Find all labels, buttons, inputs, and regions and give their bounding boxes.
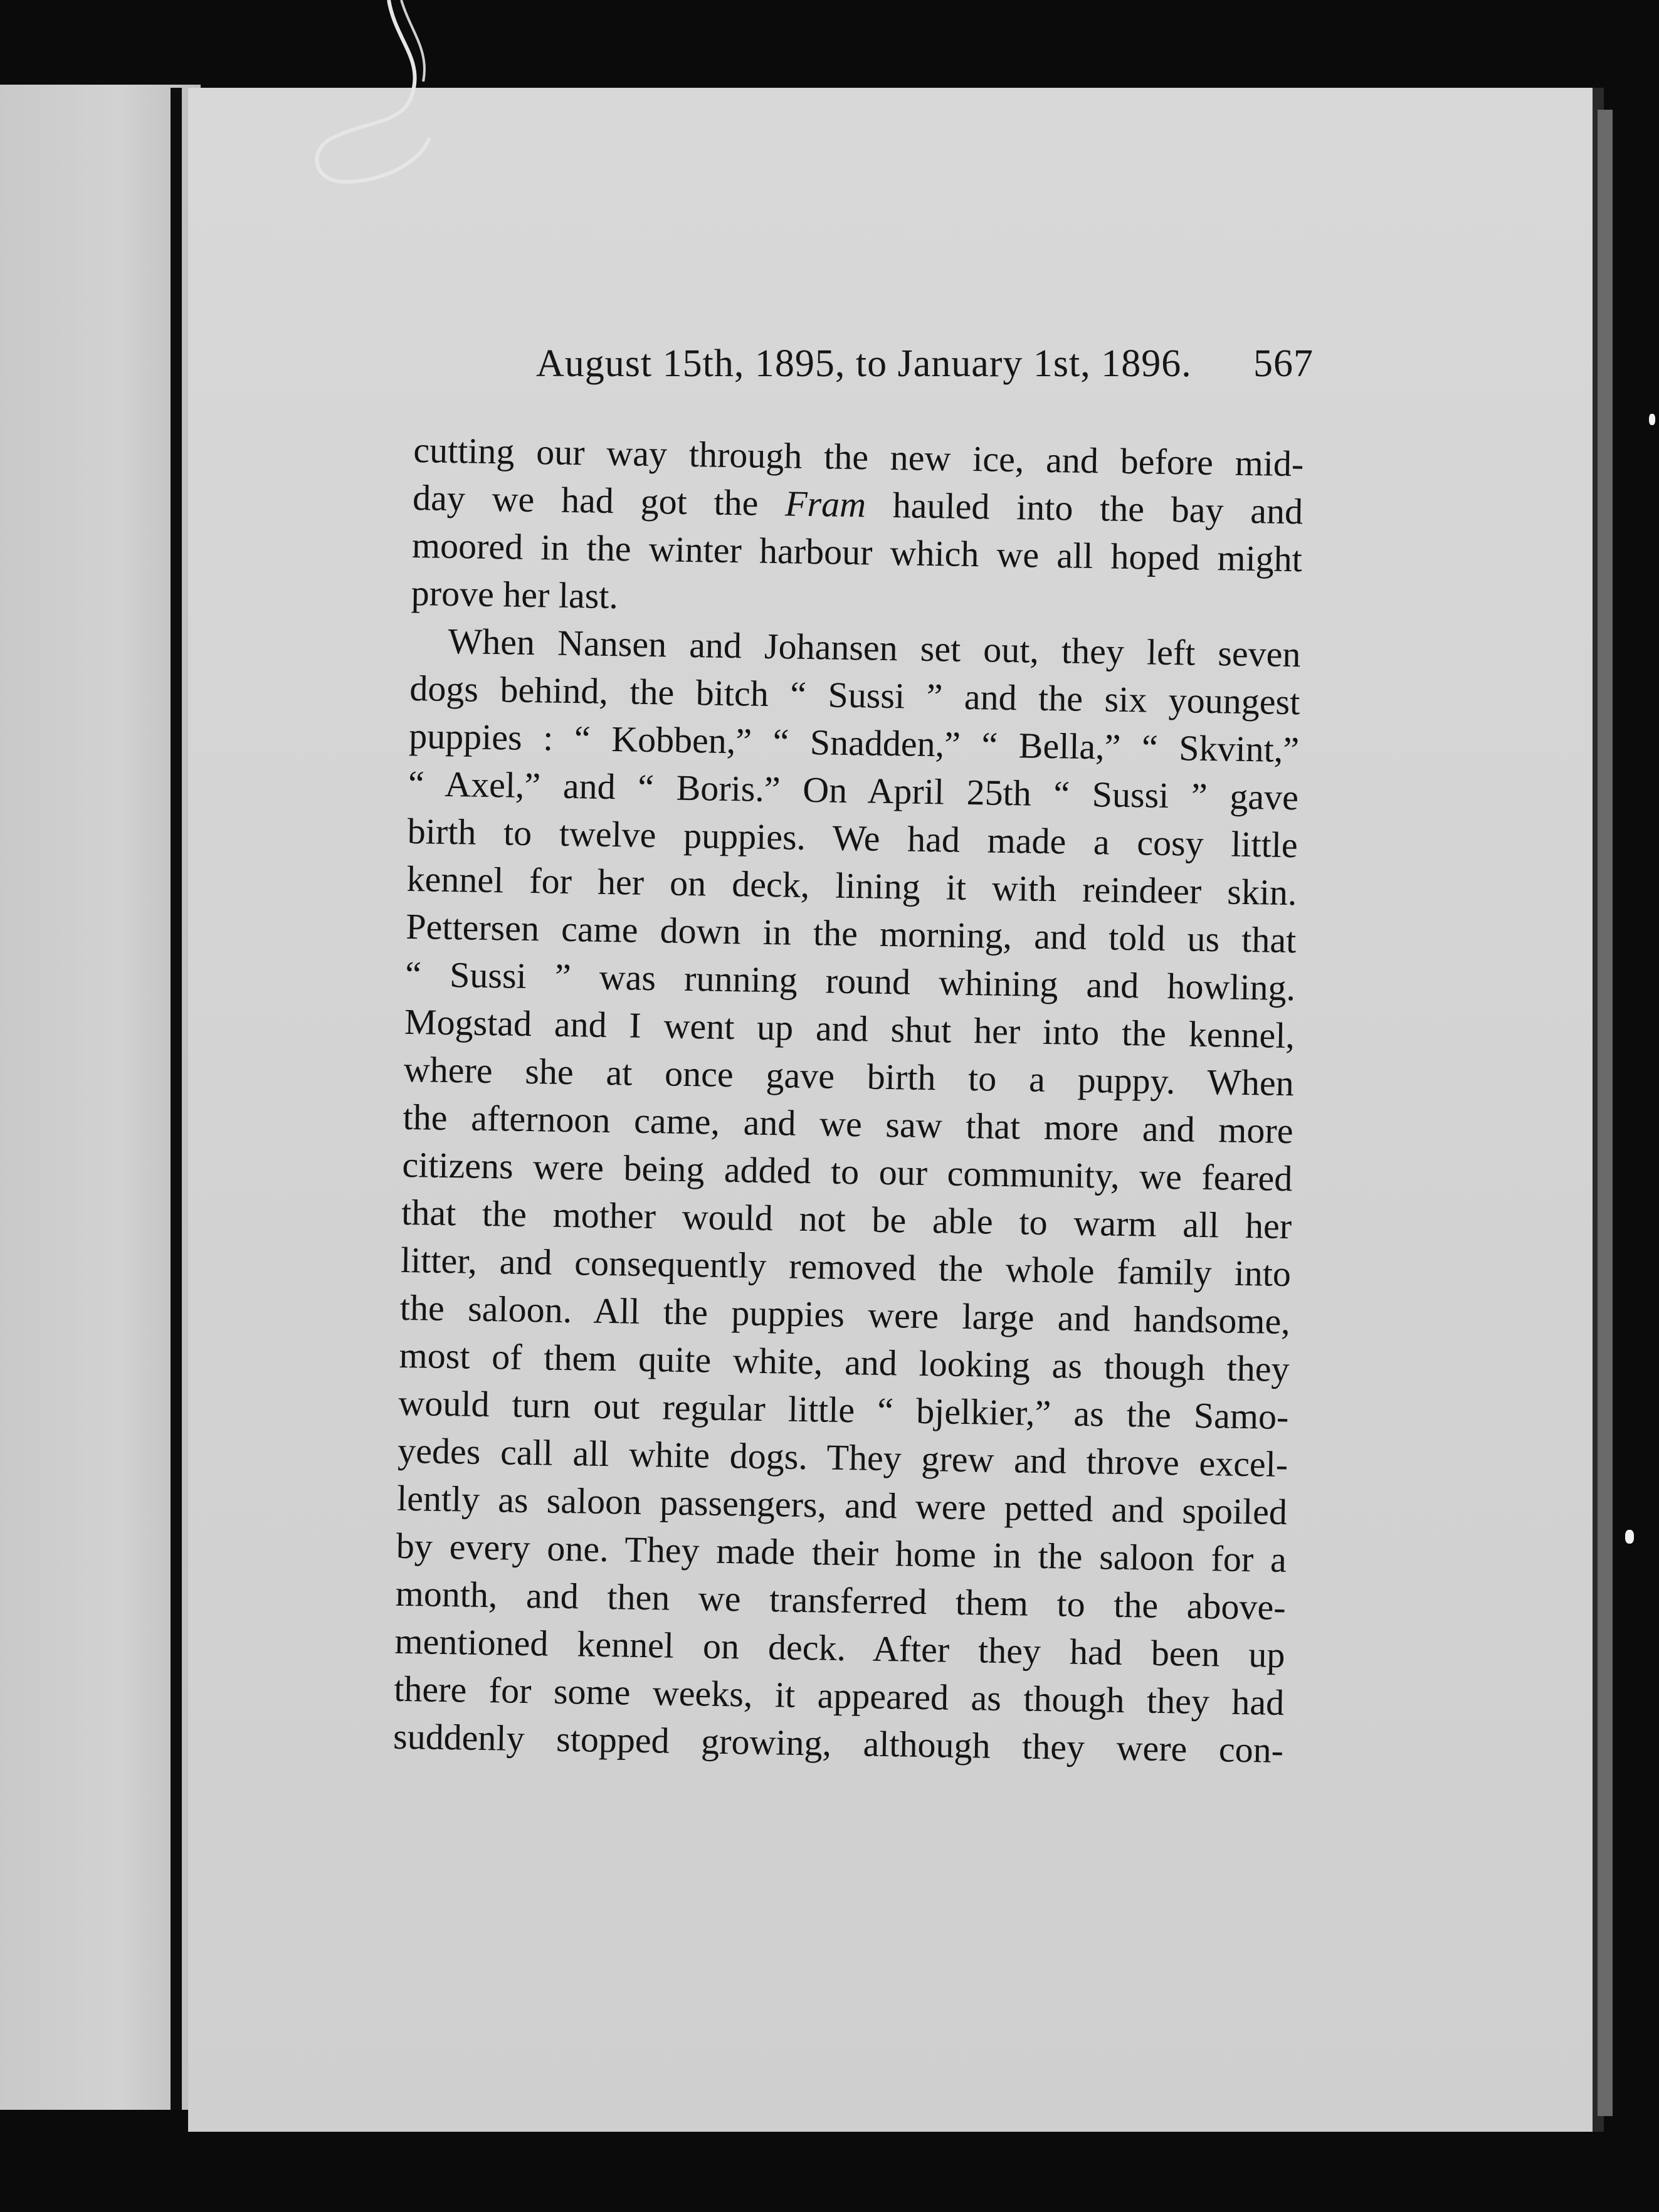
- scan-speck: [1649, 414, 1655, 425]
- text-line: day we had got the Fram hauled into the bay and: [412, 477, 1304, 532]
- text-line: mentioned kennel on deck. After they had been up: [394, 1620, 1285, 1676]
- text-line: litter, and consequently removed the whole family into: [400, 1239, 1292, 1295]
- bookmark-ribbon-icon: [295, 0, 439, 188]
- text-line: citizens were being added to our community, we feared: [401, 1144, 1293, 1199]
- text-line: by every one. They made their home in the saloon for a: [396, 1525, 1287, 1581]
- text-line: yedes call all white dogs. They grew and throve excel-: [397, 1430, 1288, 1485]
- text-line: Mogstad and I went up and shut her into the kennel,: [404, 1001, 1295, 1056]
- text-line: kennel for her on deck, lining it with reindeer skin.: [406, 858, 1298, 914]
- scan-speck: [1625, 1530, 1634, 1544]
- ship-name: Fram: [784, 483, 866, 525]
- book-binding: [171, 88, 182, 2110]
- running-title: August 15th, 1895, to January 1st, 1896.: [536, 342, 1192, 385]
- text-line: that the mother would not be able to warm all her: [401, 1191, 1292, 1247]
- text-line: there for some weeks, it appeared as though they had: [393, 1668, 1285, 1724]
- text-line: moored in the winter harbour which we all hoped might: [411, 524, 1303, 580]
- text-line: most of them quite white, and looking as though they: [399, 1334, 1290, 1390]
- text-line: would turn out regular little “ bjelkier,” as the Samo-: [398, 1382, 1289, 1438]
- text-line: the saloon. All the puppies were large and handsome,: [399, 1287, 1291, 1342]
- running-header: [536, 342, 1314, 398]
- text-line: birth to twelve puppies. We had made a cosy little: [407, 810, 1298, 866]
- text-line: suddenly stopped growing, although they were con-: [392, 1715, 1284, 1771]
- text-line: month, and then we transferred them to the above-: [395, 1572, 1287, 1628]
- text-line: the afternoon came, and we saw that more and more: [403, 1096, 1294, 1152]
- text-line: prove her last.: [411, 572, 619, 617]
- text-line: where she at once gave birth to a puppy. When: [403, 1048, 1295, 1104]
- body-text: [393, 426, 1304, 1774]
- text-line: puppies : “ Kobben,” “ Snadden,” “ Bella,” “ Skvint,”: [408, 715, 1300, 771]
- text-line: cutting our way through the new ice, and before mid-: [413, 429, 1304, 485]
- page-edge: [1598, 110, 1613, 2116]
- text-line: “ Axel,” and “ Boris.” On April 25th “ Sussi ” gave: [408, 762, 1299, 818]
- text-line: When Nansen and Johansen set out, they left seven: [448, 620, 1301, 675]
- page-number: 567: [1253, 342, 1314, 385]
- text-line: dogs behind, the bitch “ Sussi ” and the six youngest: [409, 667, 1300, 723]
- text-line: lently as saloon passengers, and were petted and spoiled: [396, 1477, 1288, 1533]
- text-line: “ Sussi ” was running round whining and howling.: [404, 953, 1296, 1009]
- text-line: Pettersen came down in the morning, and told us that: [405, 905, 1297, 961]
